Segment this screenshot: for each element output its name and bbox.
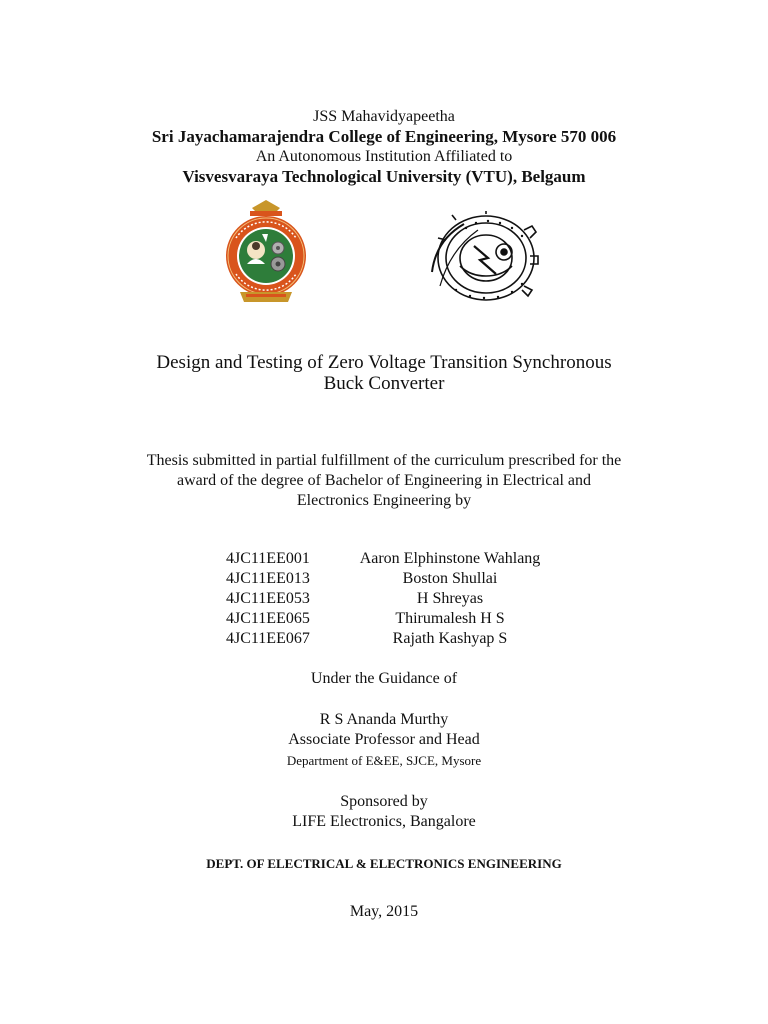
submission-statement bbox=[100, 451, 668, 511]
sponsor-label: Sponsored by bbox=[340, 793, 428, 810]
submission-line: Thesis submitted in partial fulfillment of the curriculum prescribed for the bbox=[146, 452, 622, 469]
student-usn: 4JC11EE013 bbox=[226, 570, 310, 587]
submission-date: May, 2015 bbox=[349, 903, 419, 920]
student-name: Rajath Kashyap S bbox=[392, 630, 508, 647]
guide-name: R S Ananda Murthy bbox=[319, 711, 449, 728]
guide-designation: Associate Professor and Head bbox=[288, 731, 480, 748]
student-usn: 4JC11EE001 bbox=[226, 550, 310, 567]
student-name: Boston Shullai bbox=[402, 570, 498, 587]
student-name: Thirumalesh H S bbox=[395, 610, 505, 627]
student-row bbox=[226, 549, 566, 569]
jss-college-emblem-icon bbox=[222, 198, 310, 306]
department-footer: DEPT. OF ELECTRICAL & ELECTRONICS ENGINEERING bbox=[206, 856, 562, 871]
college-name: Sri Jayachamarajendra College of Engineering, Mysore 570 006 bbox=[151, 127, 617, 146]
sponsor-name: LIFE Electronics, Bangalore bbox=[292, 813, 476, 830]
thesis-title-line: Buck Converter bbox=[323, 373, 445, 394]
thesis-title-line: Design and Testing of Zero Voltage Transition Synchronous bbox=[156, 352, 612, 373]
organization-name: JSS Mahavidyapeetha bbox=[313, 108, 455, 125]
student-row bbox=[226, 589, 566, 609]
guide-department: Department of E&EE, SJCE, Mysore bbox=[286, 753, 482, 768]
thesis-title bbox=[100, 352, 668, 394]
student-list bbox=[226, 549, 566, 649]
vtu-seal-icon bbox=[426, 210, 540, 308]
student-usn: 4JC11EE067 bbox=[226, 630, 310, 647]
guidance-label: Under the Guidance of bbox=[310, 670, 458, 687]
student-name: Aaron Elphinstone Wahlang bbox=[359, 550, 541, 567]
student-usn: 4JC11EE065 bbox=[226, 610, 310, 627]
student-row bbox=[226, 609, 566, 629]
student-row bbox=[226, 629, 566, 649]
student-row bbox=[226, 569, 566, 589]
submission-line: award of the degree of Bachelor of Engineering in Electrical and bbox=[176, 472, 592, 489]
student-usn: 4JC11EE053 bbox=[226, 590, 310, 607]
affiliation-note: An Autonomous Institution Affiliated to bbox=[255, 148, 513, 165]
university-name: Visvesvaraya Technological University (VTU), Belgaum bbox=[182, 167, 586, 186]
student-name: H Shreyas bbox=[416, 590, 484, 607]
submission-line: Electronics Engineering by bbox=[296, 492, 472, 509]
